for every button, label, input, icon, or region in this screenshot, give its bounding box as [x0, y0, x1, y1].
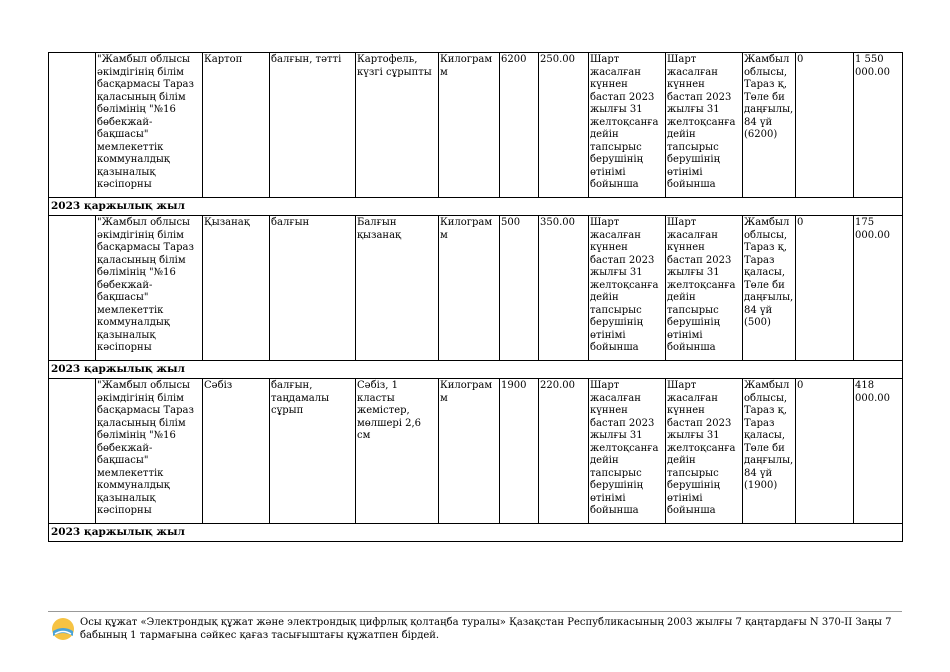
quantity-cell: 6200 [500, 53, 539, 198]
year-row [49, 524, 903, 542]
short-description-cell: балғын [270, 216, 356, 361]
unit-cell: Килограмм [439, 216, 500, 361]
item-name-cell: Қызанақ [203, 216, 270, 361]
delivery-term-cell: Шарт жасалған күннен бастап 2023 жылғы 31 желтоқсанға дейін тапсырыс берушінің өтінімі бойынша [666, 379, 743, 524]
item-name-cell: Сәбіз [203, 379, 270, 524]
advance-cell: 0 [796, 53, 854, 198]
customer-cell: "Жамбыл облысы әкімдігінің білім басқармасы Тараз қаласының білім бөлімінің "№16 бөбекжай-бақшасы" мемлекеттік коммуналдық қазыналық кәсіпорны [96, 379, 203, 524]
amount-cell: 175 000.00 [854, 216, 903, 361]
customer-cell: "Жамбыл облысы әкімдігінің білім басқармасы Тараз қаласының білім бөлімінің "№16 бөбекжай-бақшасы" мемлекеттік коммуналдық қазыналық кәсіпорны [96, 216, 203, 361]
advance-cell: 0 [796, 216, 854, 361]
unit-cell: Килограмм [439, 379, 500, 524]
delivery-place-cell: Жамбыл облысы, Тараз қ, Тараз қаласы, Төле би даңғылы, 84 үй (500) [743, 216, 796, 361]
quantity-cell: 500 [500, 216, 539, 361]
row-number-cell [49, 379, 96, 524]
price-cell: 250.00 [539, 53, 589, 198]
delivery-place-cell: Жамбыл облысы, Тараз қ, Төле би даңғылы, 84 үй (6200) [743, 53, 796, 198]
table-row [49, 53, 903, 198]
footer-legal-text: Осы құжат «Электрондық құжат және электрондық цифрлық қолтаңба туралы» Қазақстан Республикасының 2003 жылғы 7 қаңтардағы N 370-II Заңы 7 бабының 1 тармағына сәйкес қағаз тасығыштағы құжатпен бірдей. [80, 617, 892, 641]
term-cell: Шарт жасалған күннен бастап 2023 жылғы 31 желтоқсанға дейін тапсырыс берушінің өтінімі бойынша [589, 216, 666, 361]
year-row [49, 361, 903, 379]
short-description-cell: балғын, таңдамалы сұрып [270, 379, 356, 524]
e-gov-sun-logo-icon [50, 616, 76, 642]
short-description-cell: балғын, тәтті [270, 53, 356, 198]
row-number-cell [49, 53, 96, 198]
full-description-cell: Сәбіз, 1 класты жемістер, мөлшері 2,6 см [356, 379, 439, 524]
table-row [49, 379, 903, 524]
term-cell: Шарт жасалған күннен бастап 2023 жылғы 31 желтоқсанға дейін тапсырыс берушінің өтінімі бойынша [589, 53, 666, 198]
price-cell: 350.00 [539, 216, 589, 361]
delivery-term-cell: Шарт жасалған күннен бастап 2023 жылғы 31 желтоқсанға дейін тапсырыс берушінің өтінімі бойынша [666, 53, 743, 198]
procurement-table [48, 52, 903, 542]
table-row [49, 216, 903, 361]
delivery-term-cell: Шарт жасалған күннен бастап 2023 жылғы 31 желтоқсанға дейін тапсырыс берушінің өтінімі бойынша [666, 216, 743, 361]
delivery-place-cell: Жамбыл облысы, Тараз қ, Тараз қаласы, Төле би даңғылы, 84 үй (1900) [743, 379, 796, 524]
amount-cell: 1 550 000.00 [854, 53, 903, 198]
row-number-cell [49, 216, 96, 361]
price-cell: 220.00 [539, 379, 589, 524]
year-label: 2023 қаржылық жыл [49, 524, 903, 542]
year-label: 2023 қаржылық жыл [49, 361, 903, 379]
amount-cell: 418 000.00 [854, 379, 903, 524]
item-name-cell: Картоп [203, 53, 270, 198]
unit-cell: Килограмм [439, 53, 500, 198]
footer-divider [48, 611, 902, 612]
year-label: 2023 қаржылық жыл [49, 198, 903, 216]
advance-cell: 0 [796, 379, 854, 524]
quantity-cell: 1900 [500, 379, 539, 524]
year-row [49, 198, 903, 216]
full-description-cell: Картофель, күзгі сұрыпты [356, 53, 439, 198]
term-cell: Шарт жасалған күннен бастап 2023 жылғы 31 желтоқсанға дейін тапсырыс берушінің өтінімі бойынша [589, 379, 666, 524]
customer-cell: "Жамбыл облысы әкімдігінің білім басқармасы Тараз қаласының білім бөлімінің "№16 бөбекжай-бақшасы" мемлекеттік коммуналдық қазыналық кәсіпорны [96, 53, 203, 198]
full-description-cell: Балғын қызанақ [356, 216, 439, 361]
